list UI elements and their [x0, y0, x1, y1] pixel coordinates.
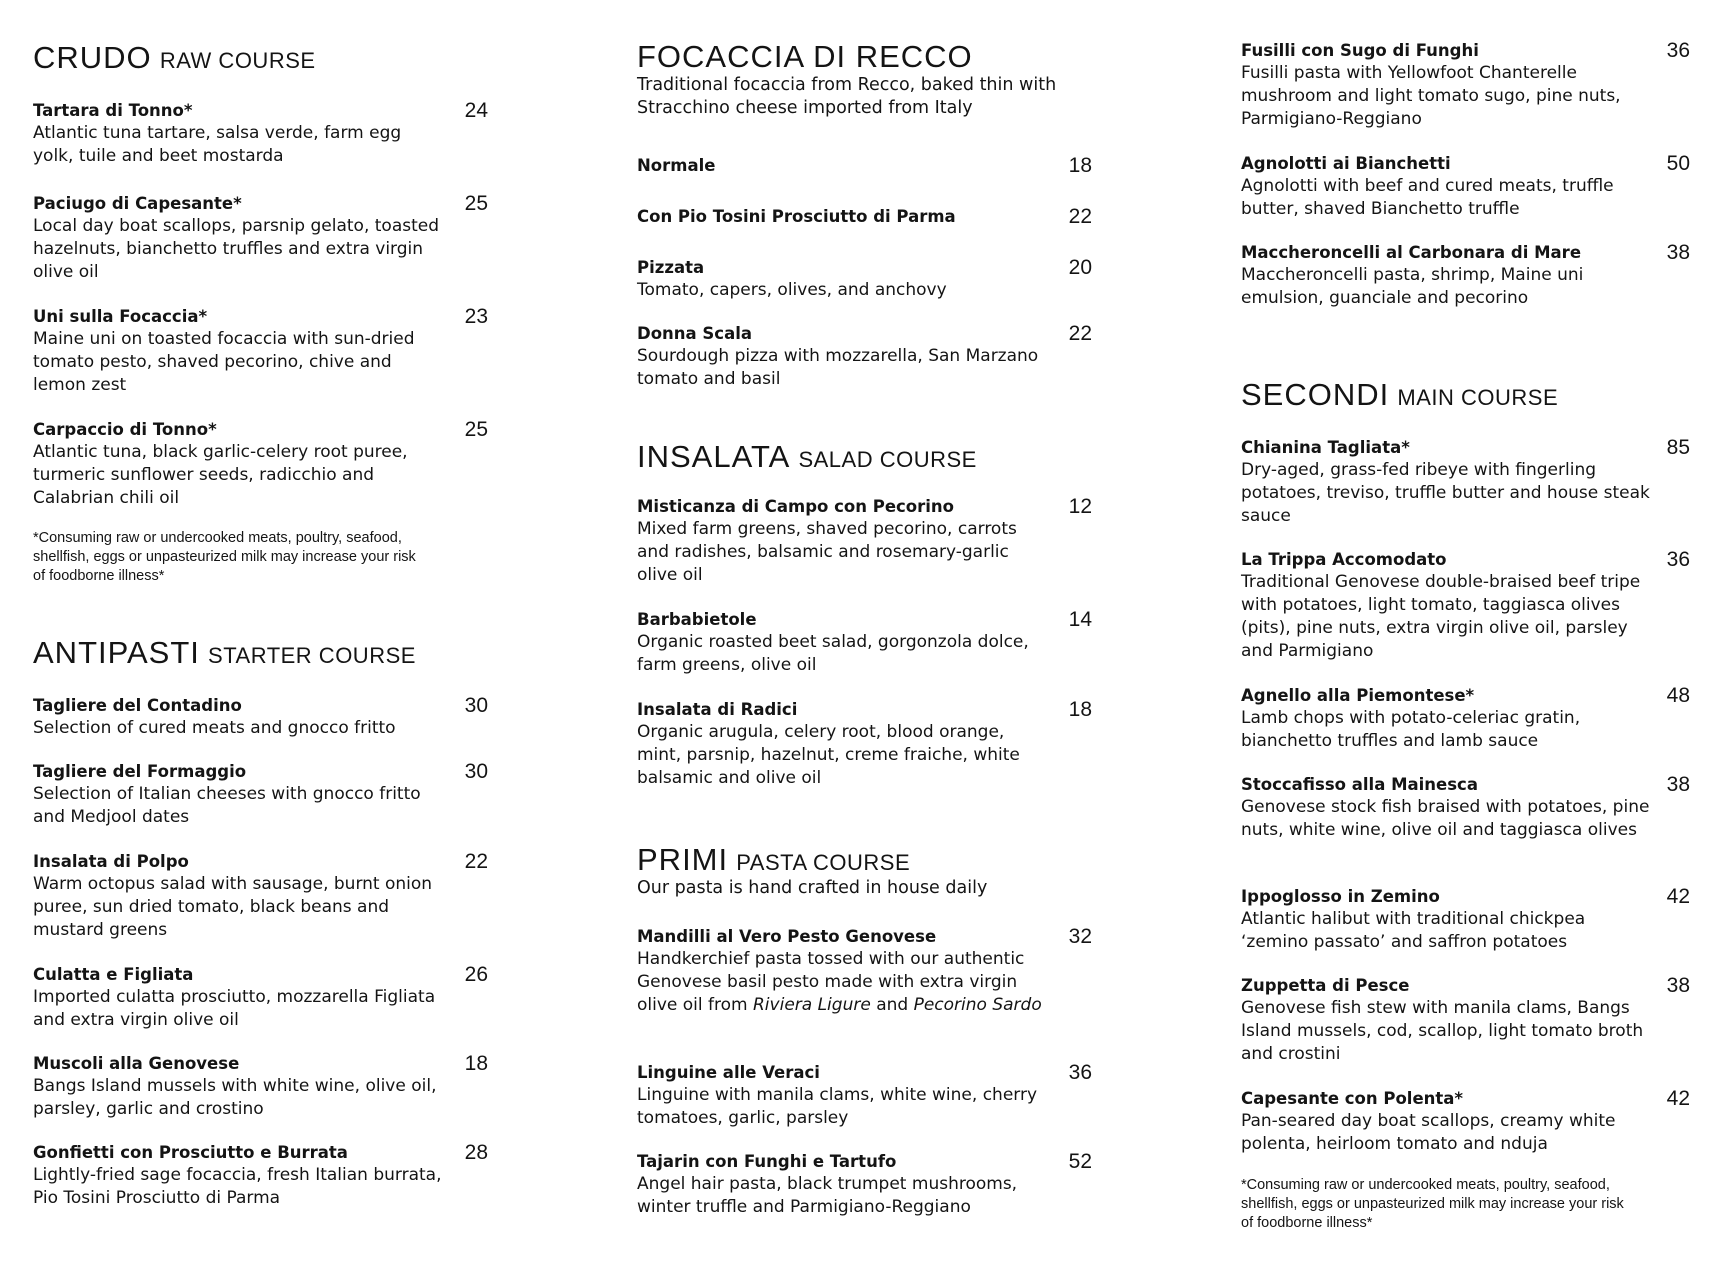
item-name: Normale — [637, 156, 716, 175]
section-title-primi: PRIMI PASTA COURSE — [637, 842, 911, 877]
item-description: Pan-seared day boat scallops, creamy white polenta, heirloom tomato and nduja — [1241, 1111, 1616, 1154]
item-description: Agnolotti with beef and cured meats, truffle butter, shaved Bianchetto truffle — [1241, 176, 1614, 219]
menu-item — [1241, 773, 1690, 842]
item-price: 23 — [464, 305, 488, 328]
item-price: 38 — [1666, 241, 1690, 264]
section-note-focaccia: Traditional focaccia from Recco, baked thin with Stracchino cheese imported from Italy — [637, 75, 1057, 118]
item-description: Linguine with manila clams, white wine, cherry tomatoes, garlic, parsley — [637, 1085, 1038, 1128]
item-price: 36 — [1666, 39, 1690, 62]
menu-item — [33, 850, 488, 942]
item-price: 28 — [464, 1141, 488, 1164]
menu-item — [1241, 885, 1690, 954]
item-name: Muscoli alla Genovese — [33, 1054, 240, 1073]
menu-item — [637, 925, 1092, 1017]
item-price: 38 — [1666, 974, 1690, 997]
item-price: 22 — [1068, 322, 1092, 345]
item-description: Organic arugula, celery root, blood orange, mint, parsnip, hazelnut, creme fraiche, white balsamic and olive oil — [637, 722, 1020, 788]
item-price: 24 — [464, 99, 488, 122]
item-price: 48 — [1666, 684, 1690, 707]
menu-item — [637, 495, 1092, 587]
menu-item — [637, 608, 1092, 677]
menu-item — [33, 192, 488, 284]
item-name: Mandilli al Vero Pesto Genovese — [637, 927, 937, 946]
item-description: Lamb chops with potato-celeriac gratin, bianchetto truffles and lamb sauce — [1241, 708, 1581, 751]
item-name: Donna Scala — [637, 324, 752, 343]
item-name: Chianina Tagliata* — [1241, 438, 1410, 457]
item-description: Handkerchief pasta tossed with our authentic Genovese basil pesto made with extra virgin olive oil from Riviera Ligure and Pecorino Sardo — [637, 949, 1042, 1015]
item-name: Culatta e Figliata — [33, 965, 194, 984]
item-description: Bangs Island mussels with white wine, olive oil, parsley, garlic and crostino — [33, 1076, 437, 1119]
item-name: Capesante con Polenta* — [1241, 1089, 1464, 1108]
menu-item — [1241, 152, 1690, 221]
item-name: Carpaccio di Tonno* — [33, 420, 217, 439]
item-price: 12 — [1068, 495, 1092, 518]
menu-item — [1241, 39, 1690, 131]
item-description: Lightly-fried sage focaccia, fresh Italian burrata, Pio Tosini Prosciutto di Parma — [33, 1165, 442, 1208]
menu-item — [637, 1061, 1092, 1130]
menu-item — [637, 1150, 1092, 1219]
item-name: Tagliere del Formaggio — [33, 762, 247, 781]
menu-item — [33, 694, 488, 740]
item-price: 36 — [1666, 548, 1690, 571]
item-description: Organic roasted beet salad, gorgonzola dolce, farm greens, olive oil — [637, 632, 1029, 675]
item-description: Selection of cured meats and gnocco fritto — [33, 718, 396, 738]
menu-item — [1241, 548, 1690, 663]
item-price: 32 — [1068, 925, 1092, 948]
item-name: Paciugo di Capesante* — [33, 194, 242, 213]
menu-item — [637, 205, 1092, 228]
item-name: Gonfietti con Prosciutto e Burrata — [33, 1143, 348, 1162]
item-description: Fusilli pasta with Yellowfoot Chanterelle mushroom and light tomato sugo, pine nuts, Parmigiano-Reggiano — [1241, 63, 1621, 129]
item-price: 22 — [464, 850, 488, 873]
menu-item — [637, 698, 1092, 790]
section-title-secondi: SECONDI MAIN COURSE — [1241, 377, 1559, 412]
section-title-focaccia: FOCACCIA DI RECCO — [637, 39, 973, 74]
item-description: Traditional Genovese double-braised beef tripe with potatoes, light tomato, taggiasca olives (pits), pine nuts, extra virgin olive oil, parsley and Parmigiano — [1241, 572, 1641, 661]
item-description: Warm octopus salad with sausage, burnt onion puree, sun dried tomato, black beans and mustard greens — [33, 874, 433, 940]
section-title-insalata: INSALATA SALAD COURSE — [637, 439, 977, 474]
item-price: 38 — [1666, 773, 1690, 796]
item-price: 25 — [464, 418, 488, 441]
item-description: Tomato, capers, olives, and anchovy — [637, 280, 947, 300]
section-title-antipasti: ANTIPASTI STARTER COURSE — [33, 635, 416, 670]
item-name: Zuppetta di Pesce — [1241, 976, 1410, 995]
menu-item — [33, 760, 488, 829]
menu-item — [33, 305, 488, 397]
item-name: Agnello alla Piemontese* — [1241, 686, 1475, 705]
item-price: 18 — [1068, 698, 1092, 721]
item-name: Ippoglosso in Zemino — [1241, 887, 1440, 906]
item-name: Con Pio Tosini Prosciutto di Parma — [637, 207, 956, 226]
item-name: Barbabietole — [637, 610, 757, 629]
item-price: 42 — [1666, 885, 1690, 908]
item-name: Insalata di Polpo — [33, 852, 189, 871]
item-description: Mixed farm greens, shaved pecorino, carrots and radishes, balsamic and rosemary-garlic olive oil — [637, 519, 1017, 585]
item-name: Pizzata — [637, 258, 705, 277]
item-description: Maine uni on toasted focaccia with sun-dried tomato pesto, shaved pecorino, chive and lemon zest — [33, 329, 415, 395]
menu-item — [33, 99, 488, 168]
menu-item — [1241, 241, 1690, 310]
menu-item — [1241, 974, 1690, 1066]
item-price: 20 — [1068, 256, 1092, 279]
item-description: Selection of Italian cheeses with gnocco fritto and Medjool dates — [33, 784, 421, 827]
item-price: 36 — [1068, 1061, 1092, 1084]
item-description: Local day boat scallops, parsnip gelato, toasted hazelnuts, bianchetto truffles and extra virgin olive oil — [33, 216, 440, 282]
item-name: Insalata di Radici — [637, 700, 798, 719]
menu-item — [637, 256, 1092, 302]
item-price: 85 — [1666, 436, 1690, 459]
menu-item — [33, 1052, 488, 1121]
item-description: Genovese stock fish braised with potatoes, pine nuts, white wine, olive oil and taggiasca olives — [1241, 797, 1650, 840]
item-name: Agnolotti ai Bianchetti — [1241, 154, 1451, 173]
item-price: 18 — [464, 1052, 488, 1075]
item-price: 25 — [464, 192, 488, 215]
item-description: Dry-aged, grass-fed ribeye with fingerling potatoes, treviso, truffle butter and house steak sauce — [1241, 460, 1650, 526]
menu-item — [33, 1141, 488, 1210]
item-name: Maccheroncelli al Carbonara di Mare — [1241, 243, 1582, 262]
item-description: Atlantic tuna, black garlic-celery root puree, turmeric sunflower seeds, radicchio and Calabrian chili oil — [33, 442, 408, 508]
section-title-crudo: CRUDO RAW COURSE — [33, 40, 316, 75]
menu-item — [33, 963, 488, 1032]
item-name: Tagliere del Contadino — [33, 696, 242, 715]
item-name: Uni sulla Focaccia* — [33, 307, 208, 326]
menu-item — [1241, 1087, 1690, 1156]
item-price: 50 — [1666, 152, 1690, 175]
item-description: Genovese fish stew with manila clams, Bangs Island mussels, cod, scallop, light tomato broth and crostini — [1241, 998, 1644, 1064]
item-name: Stoccafisso alla Mainesca — [1241, 775, 1478, 794]
item-price: 30 — [464, 760, 488, 783]
menu-item — [637, 154, 1092, 177]
item-description: Atlantic halibut with traditional chickpea ‘zemino passato’ and saffron potatoes — [1241, 909, 1586, 952]
disclaimer-note: *Consuming raw or undercooked meats, poultry, seafood, shellfish, eggs or unpasteurized milk may increase your risk of foodborne illness* — [1241, 1177, 1624, 1231]
item-price: 14 — [1068, 608, 1092, 631]
item-name: Tajarin con Funghi e Tartufo — [637, 1152, 897, 1171]
item-name: Tartara di Tonno* — [33, 101, 193, 120]
item-name: La Trippa Accomodato — [1241, 550, 1447, 569]
item-description: Atlantic tuna tartare, salsa verde, farm egg yolk, tuile and beet mostarda — [33, 123, 402, 166]
item-description: Imported culatta prosciutto, mozzarella Figliata and extra virgin olive oil — [33, 987, 436, 1030]
menu-item — [637, 322, 1092, 391]
menu-item — [1241, 684, 1690, 753]
section-note-primi: Our pasta is hand crafted in house daily — [637, 878, 988, 898]
item-name: Fusilli con Sugo di Funghi — [1241, 41, 1479, 60]
item-price: 26 — [464, 963, 488, 986]
item-price: 42 — [1666, 1087, 1690, 1110]
item-price: 52 — [1068, 1150, 1092, 1173]
disclaimer-note: *Consuming raw or undercooked meats, poultry, seafood, shellfish, eggs or unpasteurized milk may increase your risk of foodborne illness* — [33, 530, 416, 584]
item-price: 30 — [464, 694, 488, 717]
item-name: Misticanza di Campo con Pecorino — [637, 497, 955, 516]
item-description: Angel hair pasta, black trumpet mushrooms, winter truffle and Parmigiano-Reggiano — [637, 1174, 1018, 1217]
menu-item — [1241, 436, 1690, 528]
item-price: 22 — [1068, 205, 1092, 228]
item-price: 18 — [1068, 154, 1092, 177]
item-description: Maccheroncelli pasta, shrimp, Maine uni emulsion, guanciale and pecorino — [1241, 265, 1584, 308]
item-description: Sourdough pizza with mozzarella, San Marzano tomato and basil — [637, 346, 1039, 389]
item-name: Linguine alle Veraci — [637, 1063, 820, 1082]
menu-item — [33, 418, 488, 510]
